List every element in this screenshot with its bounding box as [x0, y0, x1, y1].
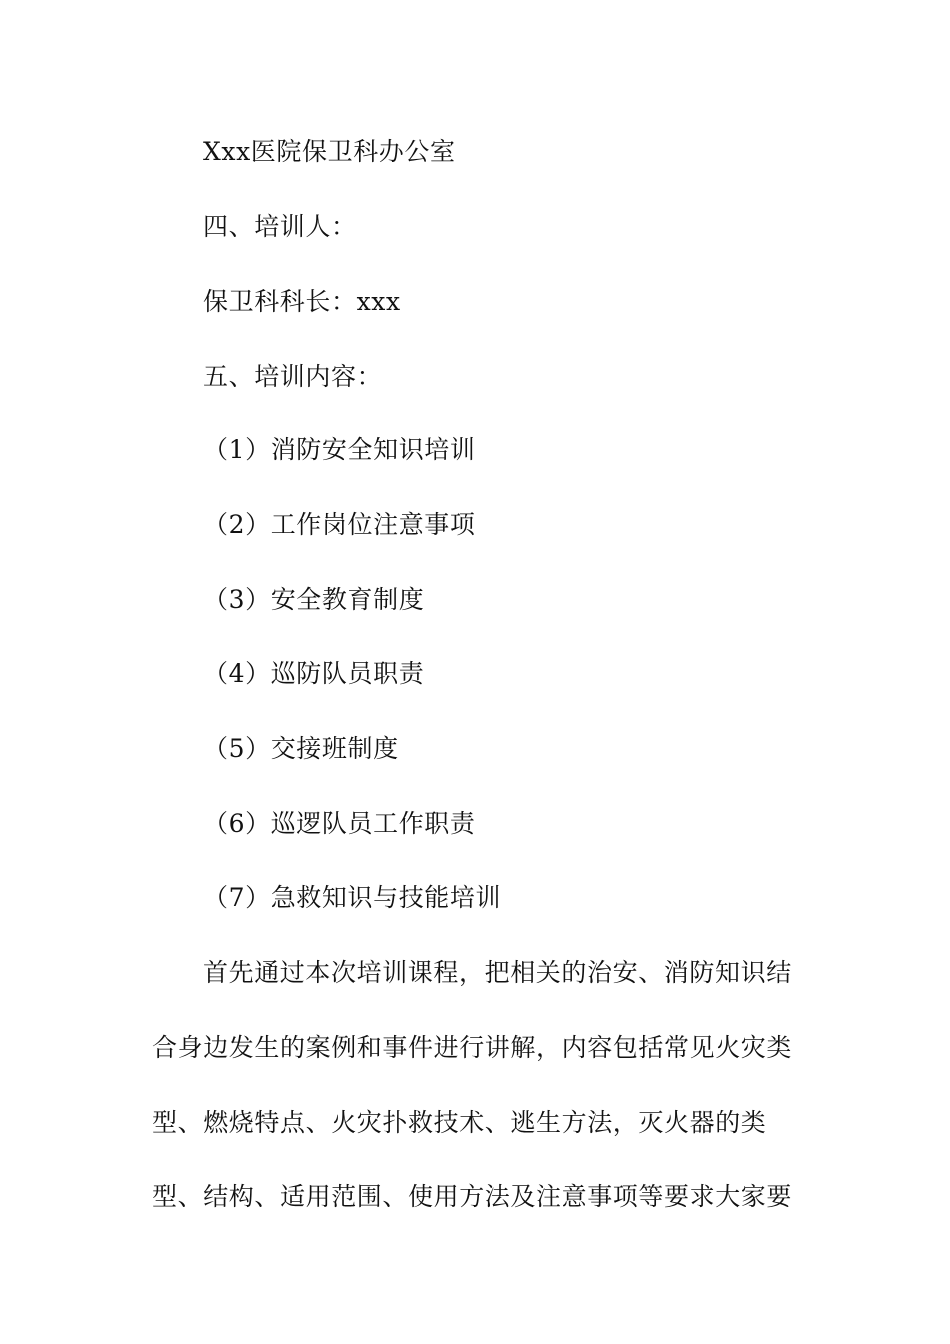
paragraph-line-1: 首先通过本次培训课程，把相关的治安、消防知识结: [203, 958, 792, 987]
section-heading-content: 五、培训内容：: [203, 362, 383, 391]
content-item-3: （3）安全教育制度: [203, 585, 425, 614]
trainer-name: 保卫科科长：xxx: [203, 287, 401, 316]
content-item-1: （1）消防安全知识培训: [203, 435, 476, 464]
paragraph-line-4: 型、结构、适用范围、使用方法及注意事项等要求大家要: [152, 1182, 793, 1211]
content-item-4: （4）巡防队员职责: [203, 659, 425, 688]
content-item-2: （2）工作岗位注意事项: [203, 510, 476, 539]
section-heading-trainer: 四、培训人：: [203, 212, 357, 241]
office-name: Xxx医院保卫科办公室: [203, 137, 456, 166]
content-item-5: （5）交接班制度: [203, 734, 399, 763]
paragraph-line-3: 型、燃烧特点、火灾扑救技术、逃生方法，灭火器的类: [152, 1108, 767, 1137]
content-item-6: （6）巡逻队员工作职责: [203, 809, 476, 838]
content-item-7: （7）急救知识与技能培训: [203, 883, 502, 912]
paragraph-line-2: 合身边发生的案例和事件进行讲解，内容包括常见火灾类: [152, 1033, 793, 1062]
